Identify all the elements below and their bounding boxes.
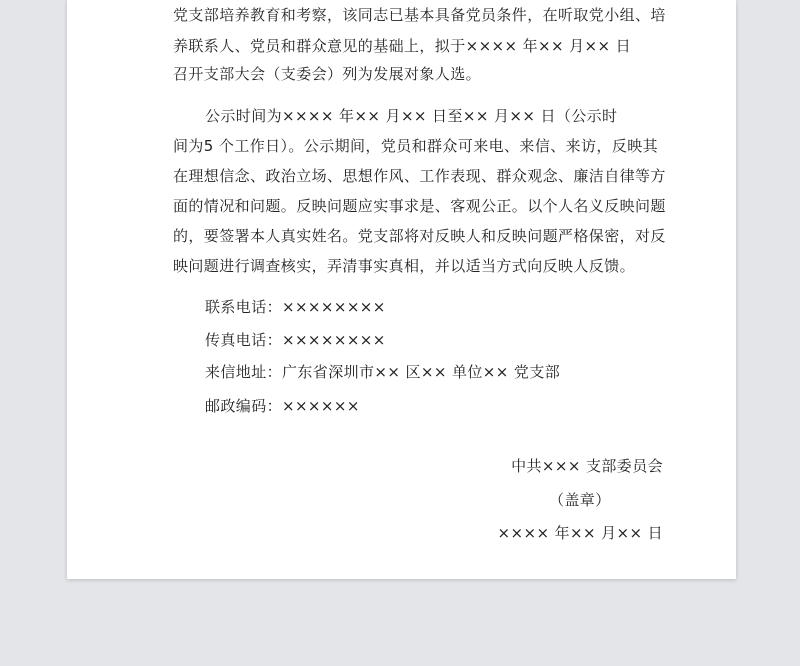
paragraph2-line-3: 在理想信念、政治立场、思想作风、工作表现、群众观念、廉洁自律等方 <box>173 167 666 185</box>
signature-seal: （盖章） <box>549 491 611 509</box>
paragraph2-line-5: 的，要签署本人真实姓名。党支部将对反映人和反映问题严格保密，对反 <box>173 227 666 245</box>
paragraph2-line-1: 公示时间为×××× 年×× 月×× 日至×× 月×× 日（公示时 <box>205 107 618 125</box>
signature-date: ×××× 年×× 月×× 日 <box>497 524 663 542</box>
contact-postcode: 邮政编码：×××××× <box>205 397 360 415</box>
paragraph1-line-3: 召开支部大会（支委会）列为发展对象人选。 <box>173 65 482 83</box>
contact-fax: 传真电话：×××××××× <box>205 331 386 349</box>
document-page <box>67 0 736 579</box>
paragraph1-line-1: 党支部培养教育和考察，该同志已基本具备党员条件，在听取党小组、培 <box>173 6 666 24</box>
paragraph2-line-2: 间为5 个工作日）。公示期间，党员和群众可来电、来信、来访，反映其 <box>173 137 659 155</box>
paragraph2-line-6: 映问题进行调查核实，弄清事实真相，并以适当方式向反映人反馈。 <box>173 257 636 275</box>
contact-phone: 联系电话：×××××××× <box>205 298 386 316</box>
paragraph1-line-2: 养联系人、党员和群众意见的基础上，拟于×××× 年×× 月×× 日 <box>173 37 632 55</box>
contact-address: 来信地址：广东省深圳市×× 区×× 单位×× 党支部 <box>205 363 561 381</box>
signature-org: 中共××× 支部委员会 <box>511 457 663 475</box>
paragraph2-line-4: 面的情况和问题。反映问题应实事求是、客观公正。以个人名义反映问题 <box>173 197 666 215</box>
